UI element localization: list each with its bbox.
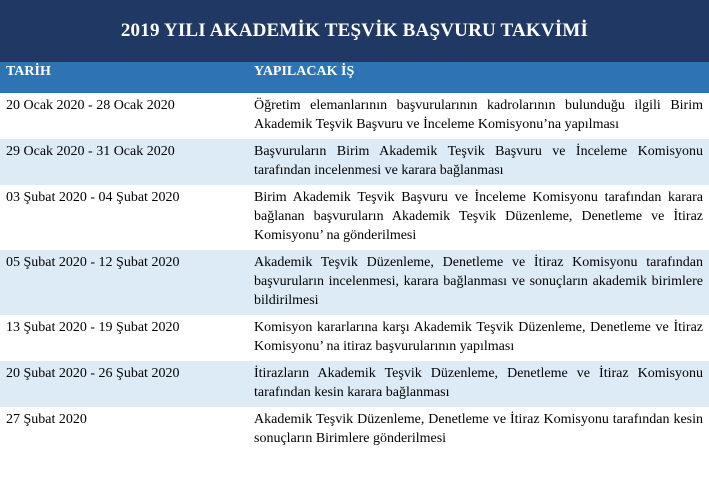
table-row <box>0 93 709 139</box>
page-title: 2019 YILI AKADEMİK TEŞVİK BAŞVURU TAKVİMİ <box>120 20 589 41</box>
task-cell: Komisyon kararlarına karşı Akademik Teşvik Düzenleme, Denetleme ve İtiraz Komisyonu’ na itiraz başvurularının yapılması <box>254 320 703 354</box>
title-bar <box>0 0 709 62</box>
task-cell: Başvuruların Birim Akademik Teşvik Başvuru ve İnceleme Komisyonu tarafından incelenmesi ve karara bağlanması <box>247 139 709 185</box>
date-cell: 20 Şubat 2020 - 26 Şubat 2020 <box>0 361 247 407</box>
date-cell: 20 Ocak 2020 - 28 Ocak 2020 <box>6 98 175 113</box>
date-cell: 27 Şubat 2020 <box>6 412 87 427</box>
calendar-table <box>0 62 709 453</box>
task-cell: Akademik Teşvik Düzenleme, Denetleme ve İtiraz Komisyonu tarafından başvuruların incelenmesi, karara bağlanması ve sonuçların akademik birimlere bildirilmesi <box>247 250 709 315</box>
task-cell: Akademik Teşvik Düzenleme, Denetleme ve İtiraz Komisyonu tarafından kesin sonuçların Birimlere gönderilmesi <box>254 412 703 446</box>
date-cell: 29 Ocak 2020 - 31 Ocak 2020 <box>0 139 247 185</box>
table-row <box>0 361 709 407</box>
table-row <box>0 139 709 185</box>
task-cell: İtirazların Akademik Teşvik Düzenleme, Denetleme ve İtiraz Komisyonu tarafından kesin karara bağlanması <box>247 361 709 407</box>
column-header-task: YAPILACAK İŞ <box>247 62 709 93</box>
table-row <box>0 315 709 361</box>
column-header-date: TARİH <box>0 62 247 93</box>
date-cell: 03 Şubat 2020 - 04 Şubat 2020 <box>6 190 180 205</box>
table-row <box>0 250 709 315</box>
table-header-row <box>0 62 709 93</box>
date-cell: 05 Şubat 2020 - 12 Şubat 2020 <box>0 250 247 315</box>
task-cell: Öğretim elemanlarının başvurularının kadrolarının bulunduğu ilgili Birim Akademik Teşvik Başvuru ve İnceleme Komisyonu’na yapılması <box>254 98 703 132</box>
table-row <box>0 407 709 453</box>
table-row <box>0 185 709 250</box>
date-cell: 13 Şubat 2020 - 19 Şubat 2020 <box>6 320 180 335</box>
task-cell: Birim Akademik Teşvik Başvuru ve İnceleme Komisyonu tarafından karara bağlanan başvuruların Akademik Teşvik Düzenleme, Denetleme ve İtiraz Komisyonu’ na gönderilmesi <box>254 190 703 243</box>
